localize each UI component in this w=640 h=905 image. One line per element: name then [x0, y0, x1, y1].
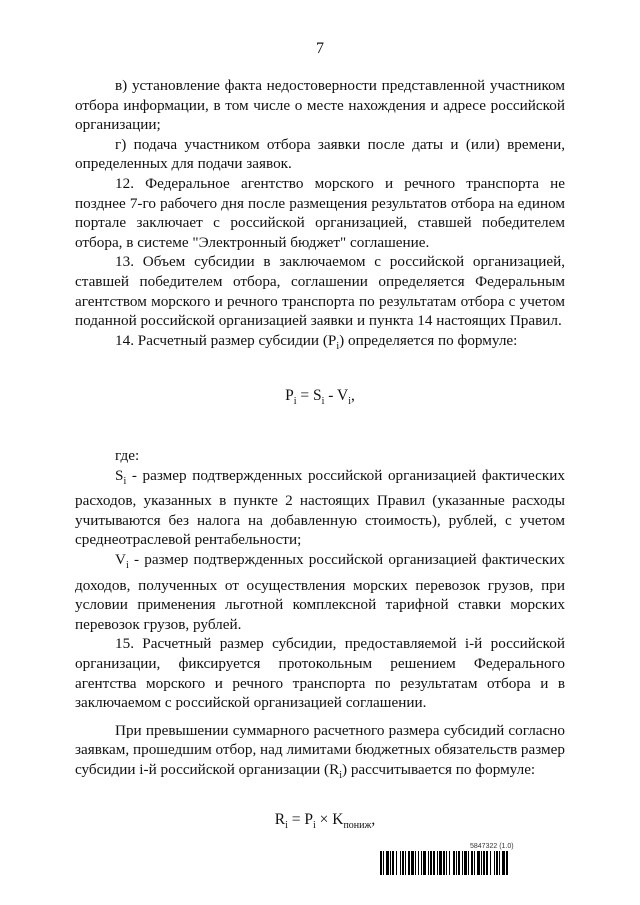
formula-p-equals-s-minus-v: $P_i = S_i - V_i$,	[285, 387, 355, 408]
paragraph-14: 14. Расчетный размер субсидии $(P_i)$ определяется по формуле:	[115, 331, 518, 352]
paragraph-g: г) подача участником отбора заявки после даты и (или) времени, определенных для подачи заявок.	[75, 135, 565, 173]
document-body	[75, 76, 565, 835]
paragraph-exceed: При превышении суммарного расчетного размера субсидий согласно заявкам, прошедшим отбор, над лимитами бюджетных обязательств размер субсидии i-й российской организации $(R_i)$ рассчитывается по формуле:	[75, 721, 565, 782]
where-label: где:	[115, 447, 140, 465]
paragraph-12: 12. Федеральное агентство морского и речного транспорта не позднее 7-го рабочего дня после размещения результатов отбора на едином портале заключает с российской организацией, ставшей победителем отбора, в системе "Электронный бюджет" соглашение.	[75, 174, 565, 251]
paragraph-v: в) установление факта недостоверности представленной участником отбора информации, в том числе о месте нахождения и адресе российской организации;	[75, 77, 565, 134]
paragraph-13: 13. Объем субсидии в заключаемом с российской организацией, ставшей победителем отбора, соглашении определяется Федеральным агентством морского и речного транспорта по результатам отбора с учетом поданной российской организацией заявки и пункта 14 настоящих Правил.	[75, 253, 565, 330]
formula-r-equals-p-times-k: $R_i = P_i \times K_{пониж}$,	[274, 810, 376, 831]
page-number: 7	[316, 40, 324, 57]
document-barcode	[380, 843, 567, 875]
definition-v: $V_i$ - размер подтвержденных российской организацией фактических доходов, полученных от осуществления морских перевозок грузов, при условии применения льготной комплексной тарифной ставки морских перевозок грузов, рублей.	[75, 551, 565, 633]
barcode-icon	[380, 851, 567, 875]
definition-s: $S_i$ - размер подтвержденных российской организацией фактических расходов, указанных в пункте 2 настоящих Правил (указанные расходы учитываются без налога на добавленную стоимость), рублей, с учетом среднеотраслевой рентабельности;	[75, 466, 565, 549]
barcode-code-text: 5847322 (1.0)	[470, 843, 514, 850]
paragraph-15: 15. Расчетный размер субсидии, предоставляемой i-й российской организации, фиксируется протокольным решением Федерального агентства морского и речного транспорта по результатам отбора и в заключаемом с российской организацией соглашении.	[75, 635, 565, 712]
